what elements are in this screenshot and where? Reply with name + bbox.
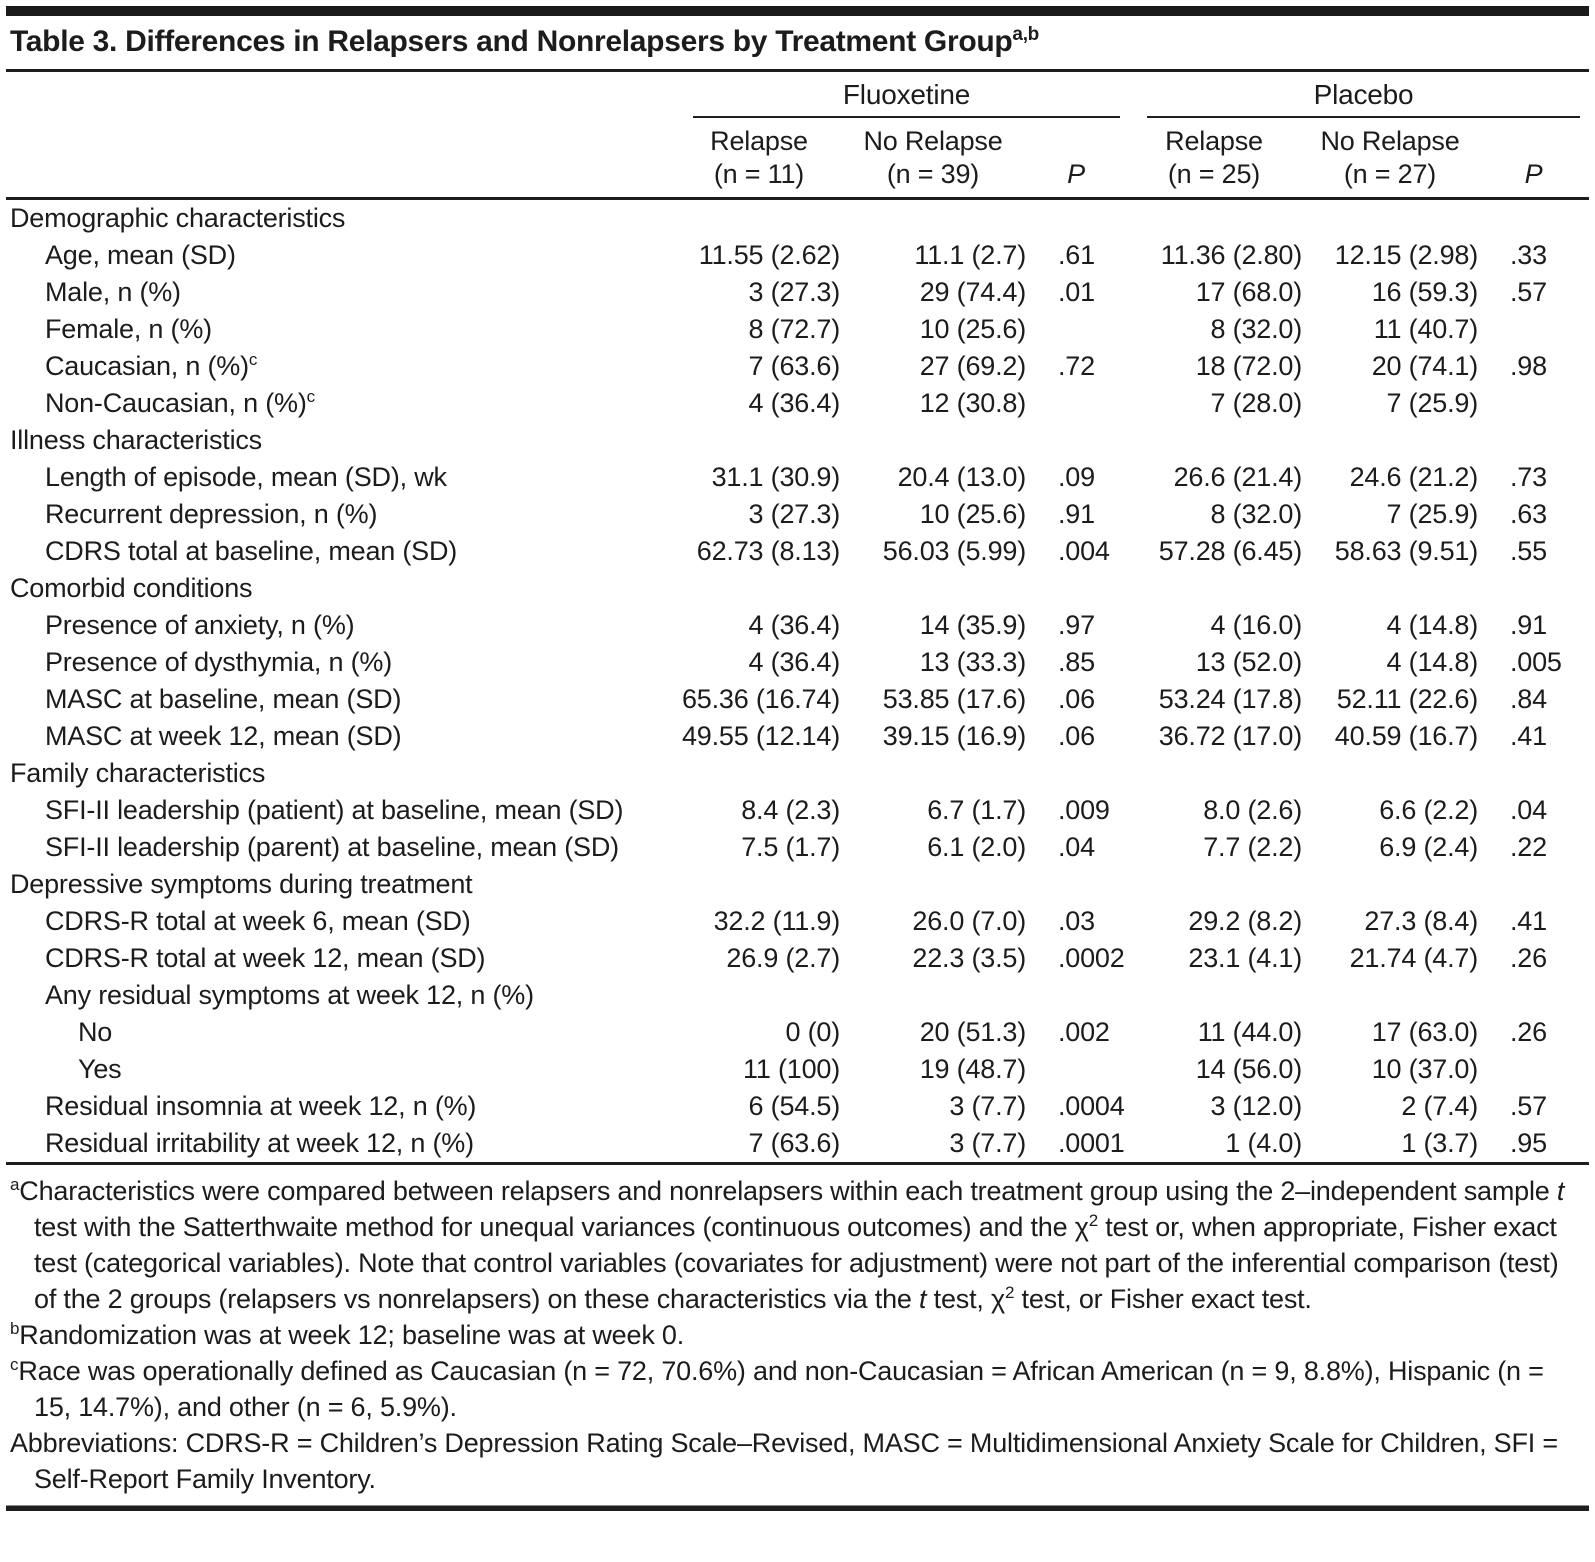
value-cell: 7.7 (2.2) [1203, 832, 1302, 862]
value-cell [678, 866, 840, 903]
section-row [6, 422, 1589, 459]
value-cell: 7.5 (1.7) [741, 832, 840, 862]
table-row [6, 237, 1589, 274]
value-cell [1126, 422, 1302, 459]
p-value-cell [1026, 755, 1126, 792]
table-row [6, 385, 1589, 422]
row-label-spacer [6, 78, 678, 118]
footnote-text: test, or Fisher exact test. [1014, 1284, 1312, 1314]
section-row [6, 570, 1589, 607]
value-cell: 0 (0) [785, 1017, 840, 1047]
col-header-placebo-relapse [1126, 125, 1302, 191]
p-value-cell: .005 [1510, 647, 1562, 677]
p-value-cell: .97 [1058, 610, 1095, 640]
value-cell [678, 977, 840, 1014]
value-cell: 31.1 (30.9) [711, 462, 840, 492]
value-cell: 62.73 (8.13) [696, 536, 840, 566]
p-value-cell: .0004 [1058, 1091, 1125, 1121]
value-cell: 7 (63.6) [748, 1128, 840, 1158]
p-value-cell [1478, 570, 1589, 607]
table-row [6, 829, 1589, 866]
value-cell: 10 (25.6) [919, 314, 1026, 344]
title-rule [6, 69, 1589, 72]
section-row [6, 755, 1589, 792]
value-cell: 8.0 (2.6) [1203, 795, 1302, 825]
p-value-cell [1026, 1051, 1126, 1088]
p-value-cell: .63 [1510, 499, 1547, 529]
value-cell: 6.6 (2.2) [1379, 795, 1478, 825]
value-cell: 32.2 (11.9) [713, 906, 840, 936]
p-value-cell [1478, 1051, 1589, 1088]
value-cell: 26.0 (7.0) [912, 906, 1026, 936]
value-cell: 17 (63.0) [1371, 1017, 1478, 1047]
value-cell: 49.55 (12.14) [681, 721, 840, 751]
p-value-cell [1026, 977, 1126, 1014]
value-cell [1302, 977, 1478, 1014]
p-value-cell: .0001 [1058, 1128, 1125, 1158]
table-row [6, 274, 1589, 311]
value-cell: 13 (52.0) [1195, 647, 1302, 677]
value-cell: 20.4 (13.0) [897, 462, 1026, 492]
col-header-line1: No Relapse [1320, 126, 1460, 156]
value-cell: 57.28 (6.45) [1158, 536, 1302, 566]
footnote-text: test or, when appropriate, Fisher exact test (categorical variables). Note that control variables (covariates for adjustment) were not part of the inferential comparison (test) of the 2 groups (relapsers vs nonrelapsers) on these characteristics via the [34, 1212, 1559, 1314]
col-header-line2: (n = 27) [1343, 159, 1437, 189]
p-value-cell [1478, 311, 1589, 348]
value-cell: 13 (33.3) [919, 647, 1026, 677]
p-value-cell: .009 [1058, 795, 1110, 825]
col-header-fluoxetine-p [1026, 125, 1126, 191]
value-cell: 27 (69.2) [919, 351, 1026, 381]
table-row [6, 977, 1589, 1014]
value-cell [678, 422, 840, 459]
value-cell [1302, 200, 1478, 237]
value-cell: 58.63 (9.51) [1334, 536, 1478, 566]
row-label: Caucasian, n (%)$^c$ [45, 350, 258, 381]
p-value-cell: .55 [1510, 536, 1547, 566]
p-value-cell: .33 [1510, 240, 1547, 270]
row-label: Presence of dysthymia, n (%) [45, 647, 393, 677]
value-cell: 8 (32.0) [1210, 314, 1302, 344]
row-label: Age, mean (SD) [45, 240, 236, 270]
value-cell: 11 (100) [743, 1054, 840, 1084]
section-label: Comorbid conditions [10, 573, 253, 603]
table-body [6, 200, 1589, 1162]
footnote-text: Randomization was at week 12; baseline was at week 0. [19, 1320, 685, 1350]
row-label: Yes [78, 1054, 122, 1084]
value-cell [678, 200, 840, 237]
value-cell: 10 (25.6) [919, 499, 1026, 529]
row-label: Residual insomnia at week 12, n (%) [45, 1091, 477, 1121]
value-cell: 4 (36.4) [748, 388, 840, 418]
value-cell: 53.24 (17.8) [1158, 684, 1302, 714]
p-value-cell: .84 [1510, 684, 1547, 714]
p-value-cell: .0002 [1058, 943, 1125, 973]
row-label: No [78, 1017, 113, 1047]
p-value-cell: .41 [1510, 906, 1547, 936]
value-cell: 11 (44.0) [1197, 1017, 1302, 1047]
column-group-fluoxetine [678, 78, 1126, 118]
value-cell: 20 (51.3) [919, 1017, 1026, 1047]
value-cell: 26.9 (2.7) [726, 943, 840, 973]
column-headers-row [6, 125, 1589, 191]
p-value-cell [1026, 385, 1126, 422]
row-label: CDRS total at baseline, mean (SD) [45, 536, 458, 566]
p-value-cell: .06 [1058, 684, 1095, 714]
p-value-cell: .26 [1510, 1017, 1547, 1047]
value-cell: 7 (25.9) [1386, 388, 1478, 418]
table-row [6, 718, 1589, 755]
table-row [6, 607, 1589, 644]
column-group-placebo [1126, 78, 1589, 118]
value-cell: 1 (3.7) [1401, 1128, 1478, 1158]
p-value-cell: .09 [1058, 462, 1095, 492]
p-value-cell [1478, 385, 1589, 422]
row-label: Non-Caucasian, n (%)$^c$ [45, 387, 315, 418]
col-header-line2: (n = 11) [713, 159, 805, 189]
row-label: SFI-II leadership (parent) at baseline, mean (SD) [45, 832, 619, 862]
footnote-superscript: a [10, 1175, 20, 1194]
value-cell: 3 (12.0) [1210, 1091, 1302, 1121]
footnote-c [10, 1353, 1585, 1425]
value-cell: 14 (35.9) [919, 610, 1026, 640]
row-label: Length of episode, mean (SD), wk [45, 462, 447, 492]
row-label: Any residual symptoms at week 12, n (%) [45, 980, 534, 1010]
table-row [6, 459, 1589, 496]
value-cell: 6 (54.5) [748, 1091, 840, 1121]
value-cell: 52.11 (22.6) [1336, 684, 1478, 714]
p-value-cell: .04 [1510, 795, 1547, 825]
col-header-fluoxetine-relapse [678, 125, 840, 191]
value-cell [678, 755, 840, 792]
row-label-superscript: c [306, 387, 315, 406]
value-cell: 11 (40.7) [1373, 314, 1478, 344]
value-cell [1126, 866, 1302, 903]
value-cell [1302, 570, 1478, 607]
p-value-cell: .002 [1058, 1017, 1110, 1047]
value-cell: 36.72 (17.0) [1158, 721, 1302, 751]
value-cell [1302, 422, 1478, 459]
table-row [6, 1014, 1589, 1051]
value-cell: 4 (14.8) [1386, 610, 1478, 640]
p-value-cell: .22 [1510, 832, 1547, 862]
value-cell [1302, 755, 1478, 792]
value-cell: 29 (74.4) [919, 277, 1026, 307]
p-value-cell: .03 [1058, 906, 1095, 936]
table-title-text: Table 3. Differences in Relapsers and Nonrelapsers by Treatment Group [10, 25, 1013, 58]
value-cell: 65.36 (16.74) [681, 684, 840, 714]
value-cell: 7 (25.9) [1386, 499, 1478, 529]
p-value-cell: .26 [1510, 943, 1547, 973]
footnote-superscript: b [10, 1319, 20, 1338]
row-label: Female, n (%) [45, 314, 212, 344]
row-label-superscript: c [248, 350, 258, 369]
value-cell [678, 570, 840, 607]
p-value-cell: .95 [1510, 1128, 1547, 1158]
column-group-label: Fluoxetine [693, 78, 1120, 118]
value-cell: 4 (36.4) [748, 647, 840, 677]
p-value-cell: .04 [1058, 832, 1095, 862]
value-cell [840, 755, 1026, 792]
footnote-text: Characteristics were compared between relapsers and nonrelapsers within each treatment group using the 2–independent sample [19, 1176, 1557, 1206]
value-cell: 6.1 (2.0) [927, 832, 1026, 862]
value-cell: 53.85 (17.6) [882, 684, 1026, 714]
col-header-fluoxetine-no-relapse [840, 125, 1026, 191]
value-cell: 12 (30.8) [919, 388, 1026, 418]
table-row [6, 348, 1589, 385]
table-row [6, 940, 1589, 977]
value-cell: 3 (27.3) [748, 277, 840, 307]
table-row [6, 311, 1589, 348]
table-row [6, 496, 1589, 533]
p-value-cell: .91 [1058, 499, 1095, 529]
value-cell: 17 (68.0) [1195, 277, 1302, 307]
p-value-cell [1026, 866, 1126, 903]
row-label: Residual irritability at week 12, n (%) [45, 1128, 474, 1158]
row-label: SFI-II leadership (patient) at baseline, mean (SD) [45, 795, 624, 825]
col-header-p-label: P [1067, 159, 1085, 189]
value-cell: 8 (72.7) [748, 314, 840, 344]
footnote-superscript: 2 [1004, 1283, 1015, 1302]
p-value-cell: .41 [1510, 721, 1547, 751]
value-cell: 14 (56.0) [1195, 1054, 1302, 1084]
p-value-cell [1478, 977, 1589, 1014]
value-cell: 1 (4.0) [1225, 1128, 1302, 1158]
footnote-a [10, 1173, 1585, 1317]
value-cell: 11.36 (2.80) [1160, 240, 1302, 270]
row-label: CDRS-R total at week 12, mean (SD) [45, 943, 486, 973]
column-group-label: Placebo [1147, 78, 1580, 118]
footnote-text: Abbreviations: CDRS-R = Children’s Depression Rating Scale–Revised, MASC = Multidimensional Anxiety Scale for Children, SFI = Self-Report Family Inventory. [10, 1428, 1558, 1494]
p-value-cell: .85 [1058, 647, 1095, 677]
p-value-cell: .61 [1058, 240, 1095, 270]
p-value-cell [1026, 570, 1126, 607]
value-cell: 23.1 (4.1) [1188, 943, 1302, 973]
p-value-cell: .06 [1058, 721, 1095, 751]
table-row [6, 903, 1589, 940]
table-row [6, 1125, 1589, 1162]
value-cell: 4 (14.8) [1386, 647, 1478, 677]
section-label: Depressive symptoms during treatment [10, 869, 473, 899]
row-label: CDRS-R total at week 6, mean (SD) [45, 906, 471, 936]
section-label: Illness characteristics [10, 425, 262, 455]
p-value-cell: .57 [1510, 277, 1547, 307]
value-cell: 8 (32.0) [1210, 499, 1302, 529]
col-header-line2: (n = 39) [886, 159, 980, 189]
value-cell [840, 977, 1026, 1014]
value-cell [1126, 570, 1302, 607]
col-header-line1: Relapse [710, 126, 808, 156]
row-label-spacer [6, 125, 678, 191]
value-cell: 11.55 (2.62) [698, 240, 840, 270]
section-label: Demographic characteristics [10, 203, 346, 233]
value-cell [840, 422, 1026, 459]
table-row [6, 644, 1589, 681]
table-row [6, 681, 1589, 718]
value-cell: 27.3 (8.4) [1364, 906, 1478, 936]
table-title-superscript: a,b [1012, 24, 1039, 45]
value-cell: 11.1 (2.7) [914, 240, 1026, 270]
col-header-placebo-no-relapse [1302, 125, 1478, 191]
table-row [6, 792, 1589, 829]
value-cell [1302, 866, 1478, 903]
value-cell: 20 (74.1) [1371, 351, 1478, 381]
table-figure [0, 6, 1595, 1511]
value-cell: 8.4 (2.3) [741, 795, 840, 825]
p-value-cell: .01 [1058, 277, 1095, 307]
value-cell: 29.2 (8.2) [1188, 906, 1302, 936]
value-cell: 56.03 (5.99) [882, 536, 1026, 566]
row-label: Male, n (%) [45, 277, 181, 307]
table-row [6, 1088, 1589, 1125]
footnote-text: test with the Satterthwaite method for unequal variances (continuous outcomes) and the χ [34, 1212, 1089, 1242]
section-label: Family characteristics [10, 758, 266, 788]
row-label: MASC at week 12, mean (SD) [45, 721, 402, 751]
footnote-superscript: 2 [1088, 1211, 1098, 1230]
p-value-cell: .91 [1510, 610, 1547, 640]
value-cell [840, 570, 1026, 607]
value-cell: 19 (48.7) [919, 1054, 1026, 1084]
p-value-cell: .73 [1510, 462, 1547, 492]
value-cell: 39.15 (16.9) [882, 721, 1026, 751]
value-cell [1126, 200, 1302, 237]
col-header-p-label: P [1524, 159, 1543, 189]
section-row [6, 866, 1589, 903]
footnote-text: test, χ [926, 1284, 1005, 1314]
p-value-cell: .72 [1058, 351, 1095, 381]
value-cell: 22.3 (3.5) [912, 943, 1026, 973]
footnote-abbreviations [10, 1425, 1585, 1497]
col-header-line2: (n = 25) [1167, 159, 1261, 189]
col-header-line1: Relapse [1165, 126, 1263, 156]
table-row [6, 533, 1589, 570]
value-cell: 3 (27.3) [748, 499, 840, 529]
p-value-cell [1478, 200, 1589, 237]
footnote-text: Race was operationally defined as Caucasian (n = 72, 70.6%) and non-Caucasian = African American (n = 9, 8.8%), Hispanic (n = 15, 14.7%), and other (n = 6, 5.9%). [18, 1356, 1544, 1422]
p-value-cell: .98 [1510, 351, 1547, 381]
value-cell: 10 (37.0) [1371, 1054, 1478, 1084]
value-cell: 16 (59.3) [1371, 277, 1478, 307]
p-value-cell: .004 [1058, 536, 1110, 566]
footnote-superscript: c [10, 1355, 19, 1374]
value-cell: 3 (7.7) [949, 1128, 1026, 1158]
p-value-cell [1478, 866, 1589, 903]
value-cell: 6.9 (2.4) [1379, 832, 1478, 862]
column-groups-row [6, 78, 1589, 118]
table-title [6, 16, 1589, 69]
value-cell [1126, 977, 1302, 1014]
value-cell: 21.74 (4.7) [1349, 943, 1478, 973]
value-cell: 7 (63.6) [748, 351, 840, 381]
footnote-italic-text: t [919, 1284, 927, 1314]
value-cell: 2 (7.4) [1401, 1091, 1478, 1121]
row-label: Presence of anxiety, n (%) [45, 610, 355, 640]
value-cell: 12.15 (2.98) [1334, 240, 1478, 270]
value-cell: 40.59 (16.7) [1334, 721, 1478, 751]
value-cell [840, 200, 1026, 237]
row-label: MASC at baseline, mean (SD) [45, 684, 402, 714]
value-cell [840, 866, 1026, 903]
footnote-italic-text: t [1556, 1176, 1565, 1206]
p-value-cell [1478, 755, 1589, 792]
section-row [6, 200, 1589, 237]
p-value-cell [1026, 422, 1126, 459]
table-row [6, 1051, 1589, 1088]
top-rule [6, 6, 1589, 16]
p-value-cell: .57 [1510, 1091, 1547, 1121]
value-cell [1126, 755, 1302, 792]
value-cell: 24.6 (21.2) [1349, 462, 1478, 492]
footnote-b [10, 1317, 1585, 1353]
footnotes [6, 1165, 1589, 1497]
p-value-cell [1026, 200, 1126, 237]
p-value-cell [1026, 311, 1126, 348]
value-cell: 7 (28.0) [1210, 388, 1302, 418]
value-cell: 4 (16.0) [1210, 610, 1302, 640]
col-header-placebo-p [1478, 125, 1589, 191]
bottom-rule [6, 1505, 1589, 1511]
value-cell: 6.7 (1.7) [927, 795, 1026, 825]
row-label: Recurrent depression, n (%) [45, 499, 378, 529]
col-header-line1: No Relapse [863, 126, 1003, 156]
p-value-cell [1478, 422, 1589, 459]
value-cell: 26.6 (21.4) [1173, 462, 1302, 492]
value-cell: 4 (36.4) [748, 610, 840, 640]
value-cell: 3 (7.7) [949, 1091, 1026, 1121]
value-cell: 18 (72.0) [1195, 351, 1302, 381]
